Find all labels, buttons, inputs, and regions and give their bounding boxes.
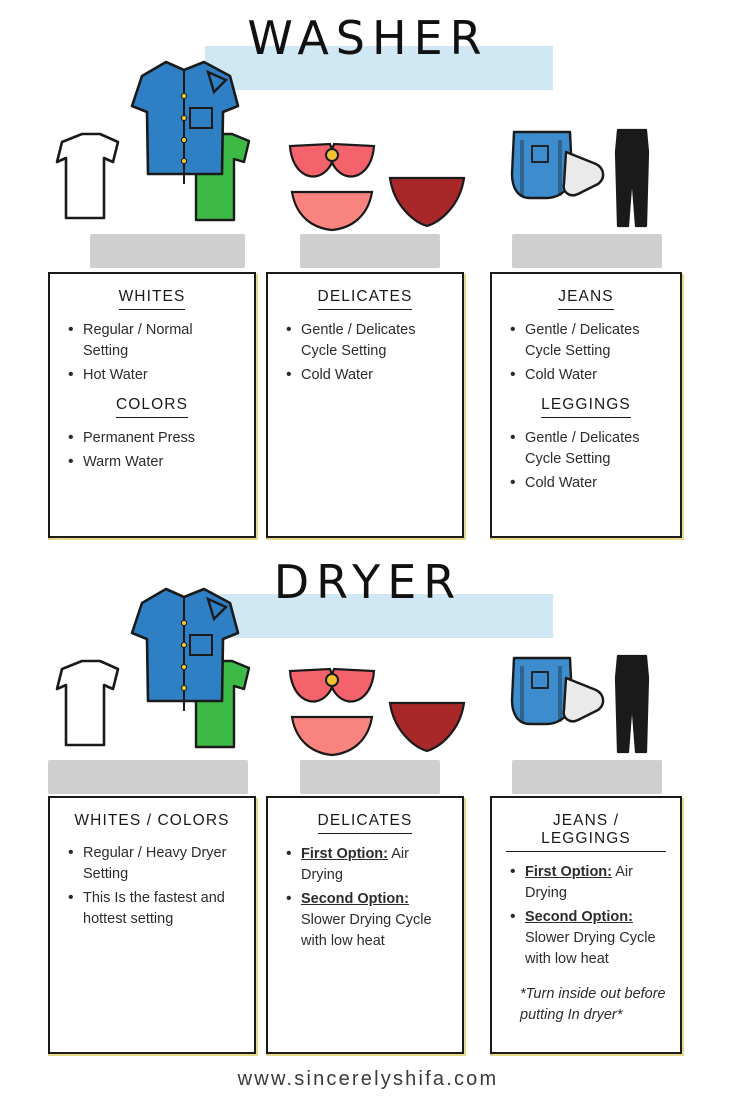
list-jeans: [508, 320, 666, 386]
shirts-illustration-washer: [44, 38, 254, 238]
list-item: [284, 889, 448, 952]
card-title-jeans-leggings: JEANS / LEGGINGS: [506, 812, 666, 852]
card-washer-delicates: [266, 272, 464, 538]
list-item: • Hot Water: [66, 365, 240, 386]
list-item: • Cold Water: [508, 473, 666, 494]
shadow-blob-6: [512, 760, 662, 794]
jeans-leggings-illustration-washer: [500, 122, 670, 240]
option-text: Slower Drying Cycle with low heat: [525, 930, 656, 967]
list-leggings: [508, 428, 666, 494]
option-label: Second Option:: [301, 891, 409, 907]
list-item: • This Is the fastest and hottest setting: [66, 888, 240, 930]
option-label: First Option:: [525, 864, 612, 880]
list-item: • Cold Water: [284, 365, 448, 386]
card-title-whites-colors: WHITES / COLORS: [74, 812, 230, 829]
list-item: • Warm Water: [66, 452, 240, 473]
card-title-whites: WHITES: [119, 288, 186, 310]
option-label: First Option:: [301, 846, 388, 862]
card-washer-whites-colors: [48, 272, 256, 538]
option-text: Slower Drying Cycle with low heat: [301, 912, 432, 949]
shadow-blob-3: [512, 234, 662, 268]
list-item: [508, 862, 666, 904]
list-item: [284, 844, 448, 886]
list-item: • Gentle / Delicates Cycle Setting: [284, 320, 448, 362]
washer-heading-text: WASHER: [247, 11, 489, 65]
jeans-leggings-illustration-dryer: [500, 648, 670, 766]
list-item: • Gentle / Delicates Cycle Setting: [508, 320, 666, 362]
lingerie-illustration-dryer: [282, 655, 472, 765]
card-title-jeans: JEANS: [558, 288, 613, 310]
list-whites-colors: [66, 843, 240, 930]
shadow-blob-1: [90, 234, 245, 268]
card-title-delicates: DELICATES: [318, 288, 413, 310]
card-dryer-delicates: [266, 796, 464, 1054]
card-title-delicates-dryer: DELICATES: [318, 812, 413, 834]
card-title-leggings: LEGGINGS: [541, 396, 631, 418]
card-dryer-jeans-leggings: [490, 796, 682, 1054]
option-label: Second Option:: [525, 909, 633, 925]
list-whites: [66, 320, 240, 386]
list-jeans-leggings-dryer: [508, 862, 666, 970]
list-item: • Cold Water: [508, 365, 666, 386]
card-dryer-whites-colors: [48, 796, 256, 1054]
list-item: • Permanent Press: [66, 428, 240, 449]
option-text: Air Drying: [301, 846, 409, 883]
dryer-heading-text: DRYER: [273, 555, 463, 609]
list-delicates: [284, 320, 448, 386]
card-title-colors: COLORS: [116, 396, 188, 418]
list-delicates-dryer: [284, 844, 448, 952]
shadow-blob-5: [300, 760, 440, 794]
list-item: • Regular / Normal Setting: [66, 320, 240, 362]
shirts-illustration-dryer: [44, 565, 254, 765]
card-washer-jeans-leggings: [490, 272, 682, 538]
lingerie-illustration-washer: [282, 130, 472, 240]
care-note: *Turn inside out before putting In dryer*: [520, 986, 666, 1023]
list-item: • Regular / Heavy Dryer Setting: [66, 843, 240, 885]
list-item: • Gentle / Delicates Cycle Setting: [508, 428, 666, 470]
list-item: [508, 907, 666, 970]
shadow-blob-2: [300, 234, 440, 268]
shadow-blob-4: [48, 760, 248, 794]
option-text: Air Drying: [525, 864, 633, 901]
website-url: www.sincerelyshifa.com: [237, 1068, 499, 1090]
list-colors: [66, 428, 240, 473]
